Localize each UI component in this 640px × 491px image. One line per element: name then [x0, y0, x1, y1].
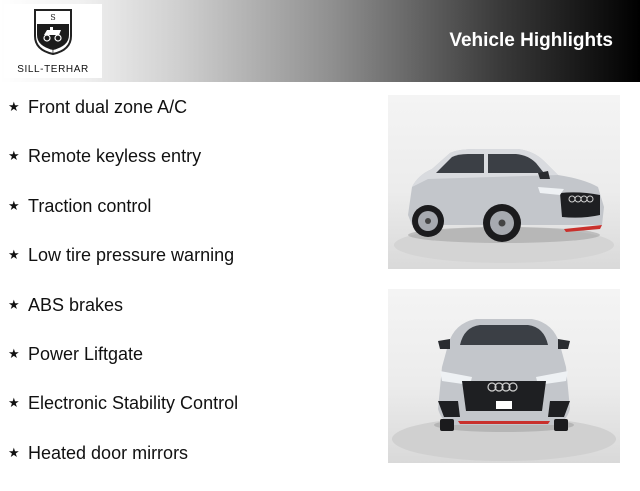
page-title: Vehicle Highlights: [449, 30, 613, 51]
feature-item: [8, 392, 378, 441]
star-bullet-icon: ★: [8, 197, 20, 213]
feature-label: Traction control: [28, 195, 152, 216]
feature-item: [8, 343, 378, 392]
feature-item: [8, 244, 378, 293]
feature-label: Remote keyless entry: [28, 146, 202, 167]
feature-item: [8, 96, 378, 145]
header-bar: [0, 0, 640, 82]
feature-label: Power Liftgate: [28, 343, 144, 364]
feature-list: [8, 96, 378, 491]
vehicle-photo-front[interactable]: [388, 289, 620, 463]
shield-emblem-icon: [33, 8, 73, 56]
feature-item: [8, 442, 378, 491]
feature-label: Heated door mirrors: [28, 442, 189, 463]
suv-front-view-image: [388, 289, 620, 463]
vehicle-photo-side[interactable]: [388, 95, 620, 269]
feature-label: ABS brakes: [28, 294, 124, 315]
star-bullet-icon: ★: [8, 148, 20, 164]
suv-side-view-image: [388, 95, 620, 269]
star-bullet-icon: ★: [8, 395, 20, 411]
feature-label: Low tire pressure warning: [28, 245, 235, 266]
feature-label: Front dual zone A/C: [28, 97, 188, 117]
sill-terhar-logo[interactable]: [4, 4, 102, 78]
star-bullet-icon: ★: [8, 444, 20, 460]
star-bullet-icon: ★: [8, 345, 20, 361]
shield-letter-s: S: [50, 13, 56, 22]
feature-item: [8, 145, 378, 194]
shield-letter-t: T: [50, 48, 56, 56]
feature-item: [8, 294, 378, 343]
logo-wordmark: SILL-TERHAR: [17, 64, 89, 75]
star-bullet-icon: ★: [8, 99, 20, 114]
feature-label: Electronic Stability Control: [28, 393, 239, 414]
feature-item: [8, 195, 378, 244]
star-bullet-icon: ★: [8, 247, 20, 263]
star-bullet-icon: ★: [8, 296, 20, 312]
